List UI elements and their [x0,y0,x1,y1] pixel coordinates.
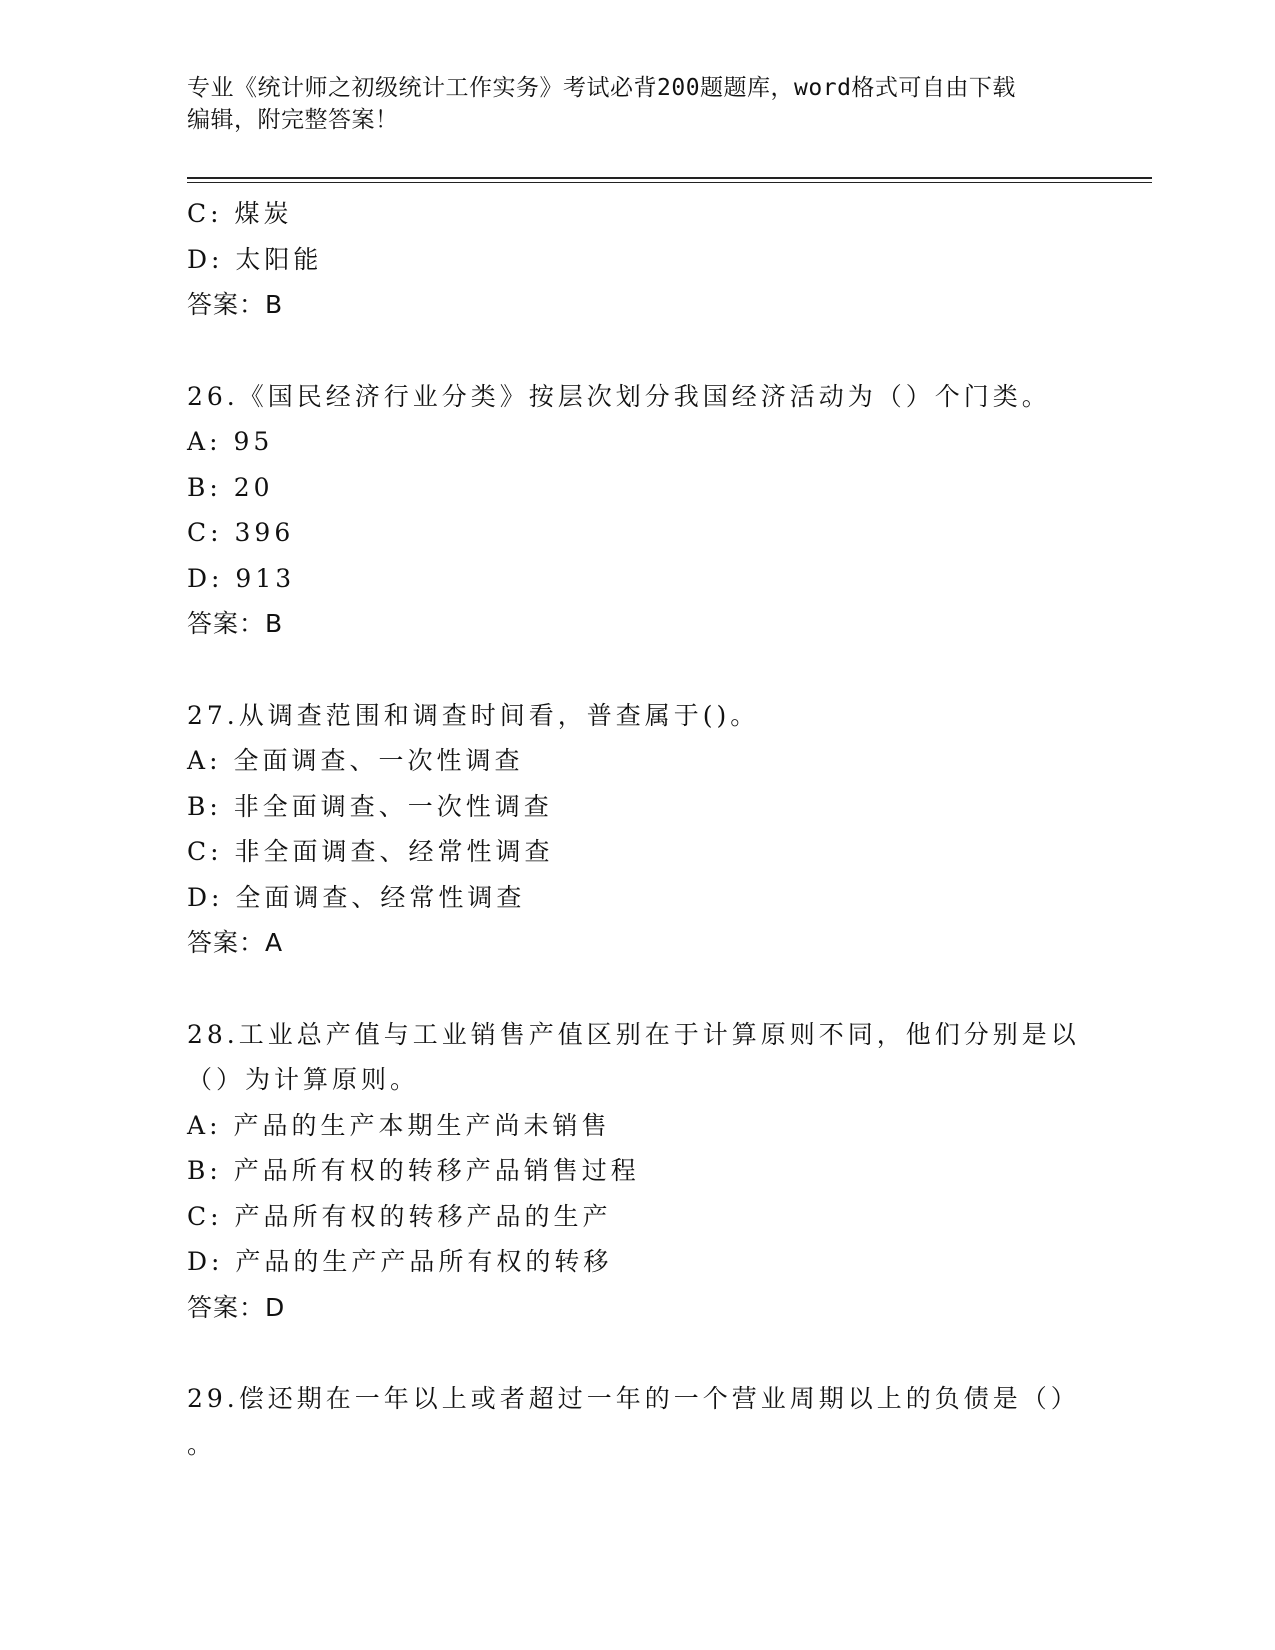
option-letter: B [187,791,210,821]
question-number: 29. [187,1384,239,1413]
option-text: 全面调查、一次性调查 [233,746,524,775]
option-letter: B [187,1156,210,1185]
question-stem [187,1376,1087,1422]
question-stem-continued: （）为计算原则。 [187,1065,420,1094]
question-number: 26. [187,381,239,411]
option-separator: : [209,791,234,821]
option-text: 产品的生产本期生产尚未销售 [233,1110,611,1140]
question-text: 工业总产值与工业销售产值区别在于计算原则不同，他们分别是以 [238,1019,1080,1049]
option-letter: D [187,244,212,274]
previous-question-fragment [187,191,1087,328]
option-text: 913 [235,563,296,593]
option-letter: B [187,472,210,502]
header-divider-thin [187,182,1152,183]
option-letter: D [187,1247,212,1276]
option-letter: A [187,427,210,456]
option-separator: : [210,199,235,228]
option-separator: : [211,244,236,274]
question-number: 27. [187,700,239,730]
answer-line: 答案：A [187,928,284,957]
header-line-1: 专业《统计师之初级统计工作实务》考试必背200题题库，word格式可自由下载 [187,75,1016,101]
option-c [187,510,1087,556]
question-list [187,191,1087,1467]
document-header [187,72,1067,136]
option-text: 产品所有权的转移产品的生产 [234,1201,612,1231]
option-letter: C [187,199,211,228]
option-a [187,738,1087,784]
option-d [187,1239,1087,1285]
option-separator: : [211,882,236,912]
option-letter: C [187,837,211,866]
option-c [187,829,1087,875]
question-stem [187,1012,1087,1058]
question-stem [187,374,1087,420]
option-b [187,1148,1087,1194]
option-text: 95 [233,427,274,456]
answer-line: 答案：B [187,609,284,638]
option-separator: : [209,1156,234,1185]
option-text: 396 [234,518,295,547]
header-divider-thick [187,177,1152,179]
option-letter: C [187,518,211,547]
answer-line: 答案：D [187,1292,286,1322]
option-text: 产品所有权的转移产品销售过程 [233,1156,640,1185]
spacer [187,966,1087,1012]
option-b [187,465,1087,511]
option-text: 非全面调查、一次性调查 [233,791,553,821]
option-separator: : [211,563,236,593]
option-text: 产品的生产产品所有权的转移 [235,1247,613,1276]
option-b [187,784,1087,830]
option-separator: : [211,1247,236,1276]
option-separator: : [210,518,235,547]
question-26 [187,374,1087,647]
option-c [187,191,1087,237]
header-line-2: 编辑，附完整答案！ [187,107,399,133]
option-text: 太阳能 [235,244,323,274]
option-d [187,237,1087,283]
option-letter: A [187,1110,210,1140]
option-separator: : [209,1110,234,1140]
option-text: 非全面调查、经常性调查 [234,837,554,866]
option-letter: A [187,746,210,775]
option-d [187,875,1087,921]
question-29 [187,1376,1087,1467]
option-separator: : [209,427,234,456]
spacer [187,1330,1087,1376]
option-text: 煤炭 [234,199,293,228]
question-stem-continued: 。 [187,1429,217,1459]
question-27 [187,693,1087,966]
answer-line: 答案：B [187,290,284,319]
question-number: 28. [187,1019,239,1049]
option-text: 全面调查、经常性调查 [235,882,526,912]
option-a [187,1103,1087,1149]
option-separator: : [209,746,234,775]
question-stem [187,693,1087,739]
option-c [187,1194,1087,1240]
spacer [187,328,1087,374]
question-text: 偿还期在一年以上或者超过一年的一个营业周期以上的负债是（） [238,1384,1080,1413]
option-letter: C [187,1201,211,1231]
spacer [187,647,1087,693]
option-a [187,419,1087,465]
option-separator: : [209,472,234,502]
question-text: 《国民经济行业分类》按层次划分我国经济活动为（）个门类。 [238,381,1051,411]
question-text: 从调查范围和调查时间看，普查属于()。 [238,700,760,730]
option-d [187,556,1087,602]
option-letter: D [187,563,212,593]
option-separator: : [210,837,235,866]
option-letter: D [187,882,212,912]
question-28 [187,1012,1087,1331]
option-text: 20 [233,472,274,502]
option-separator: : [210,1201,235,1231]
